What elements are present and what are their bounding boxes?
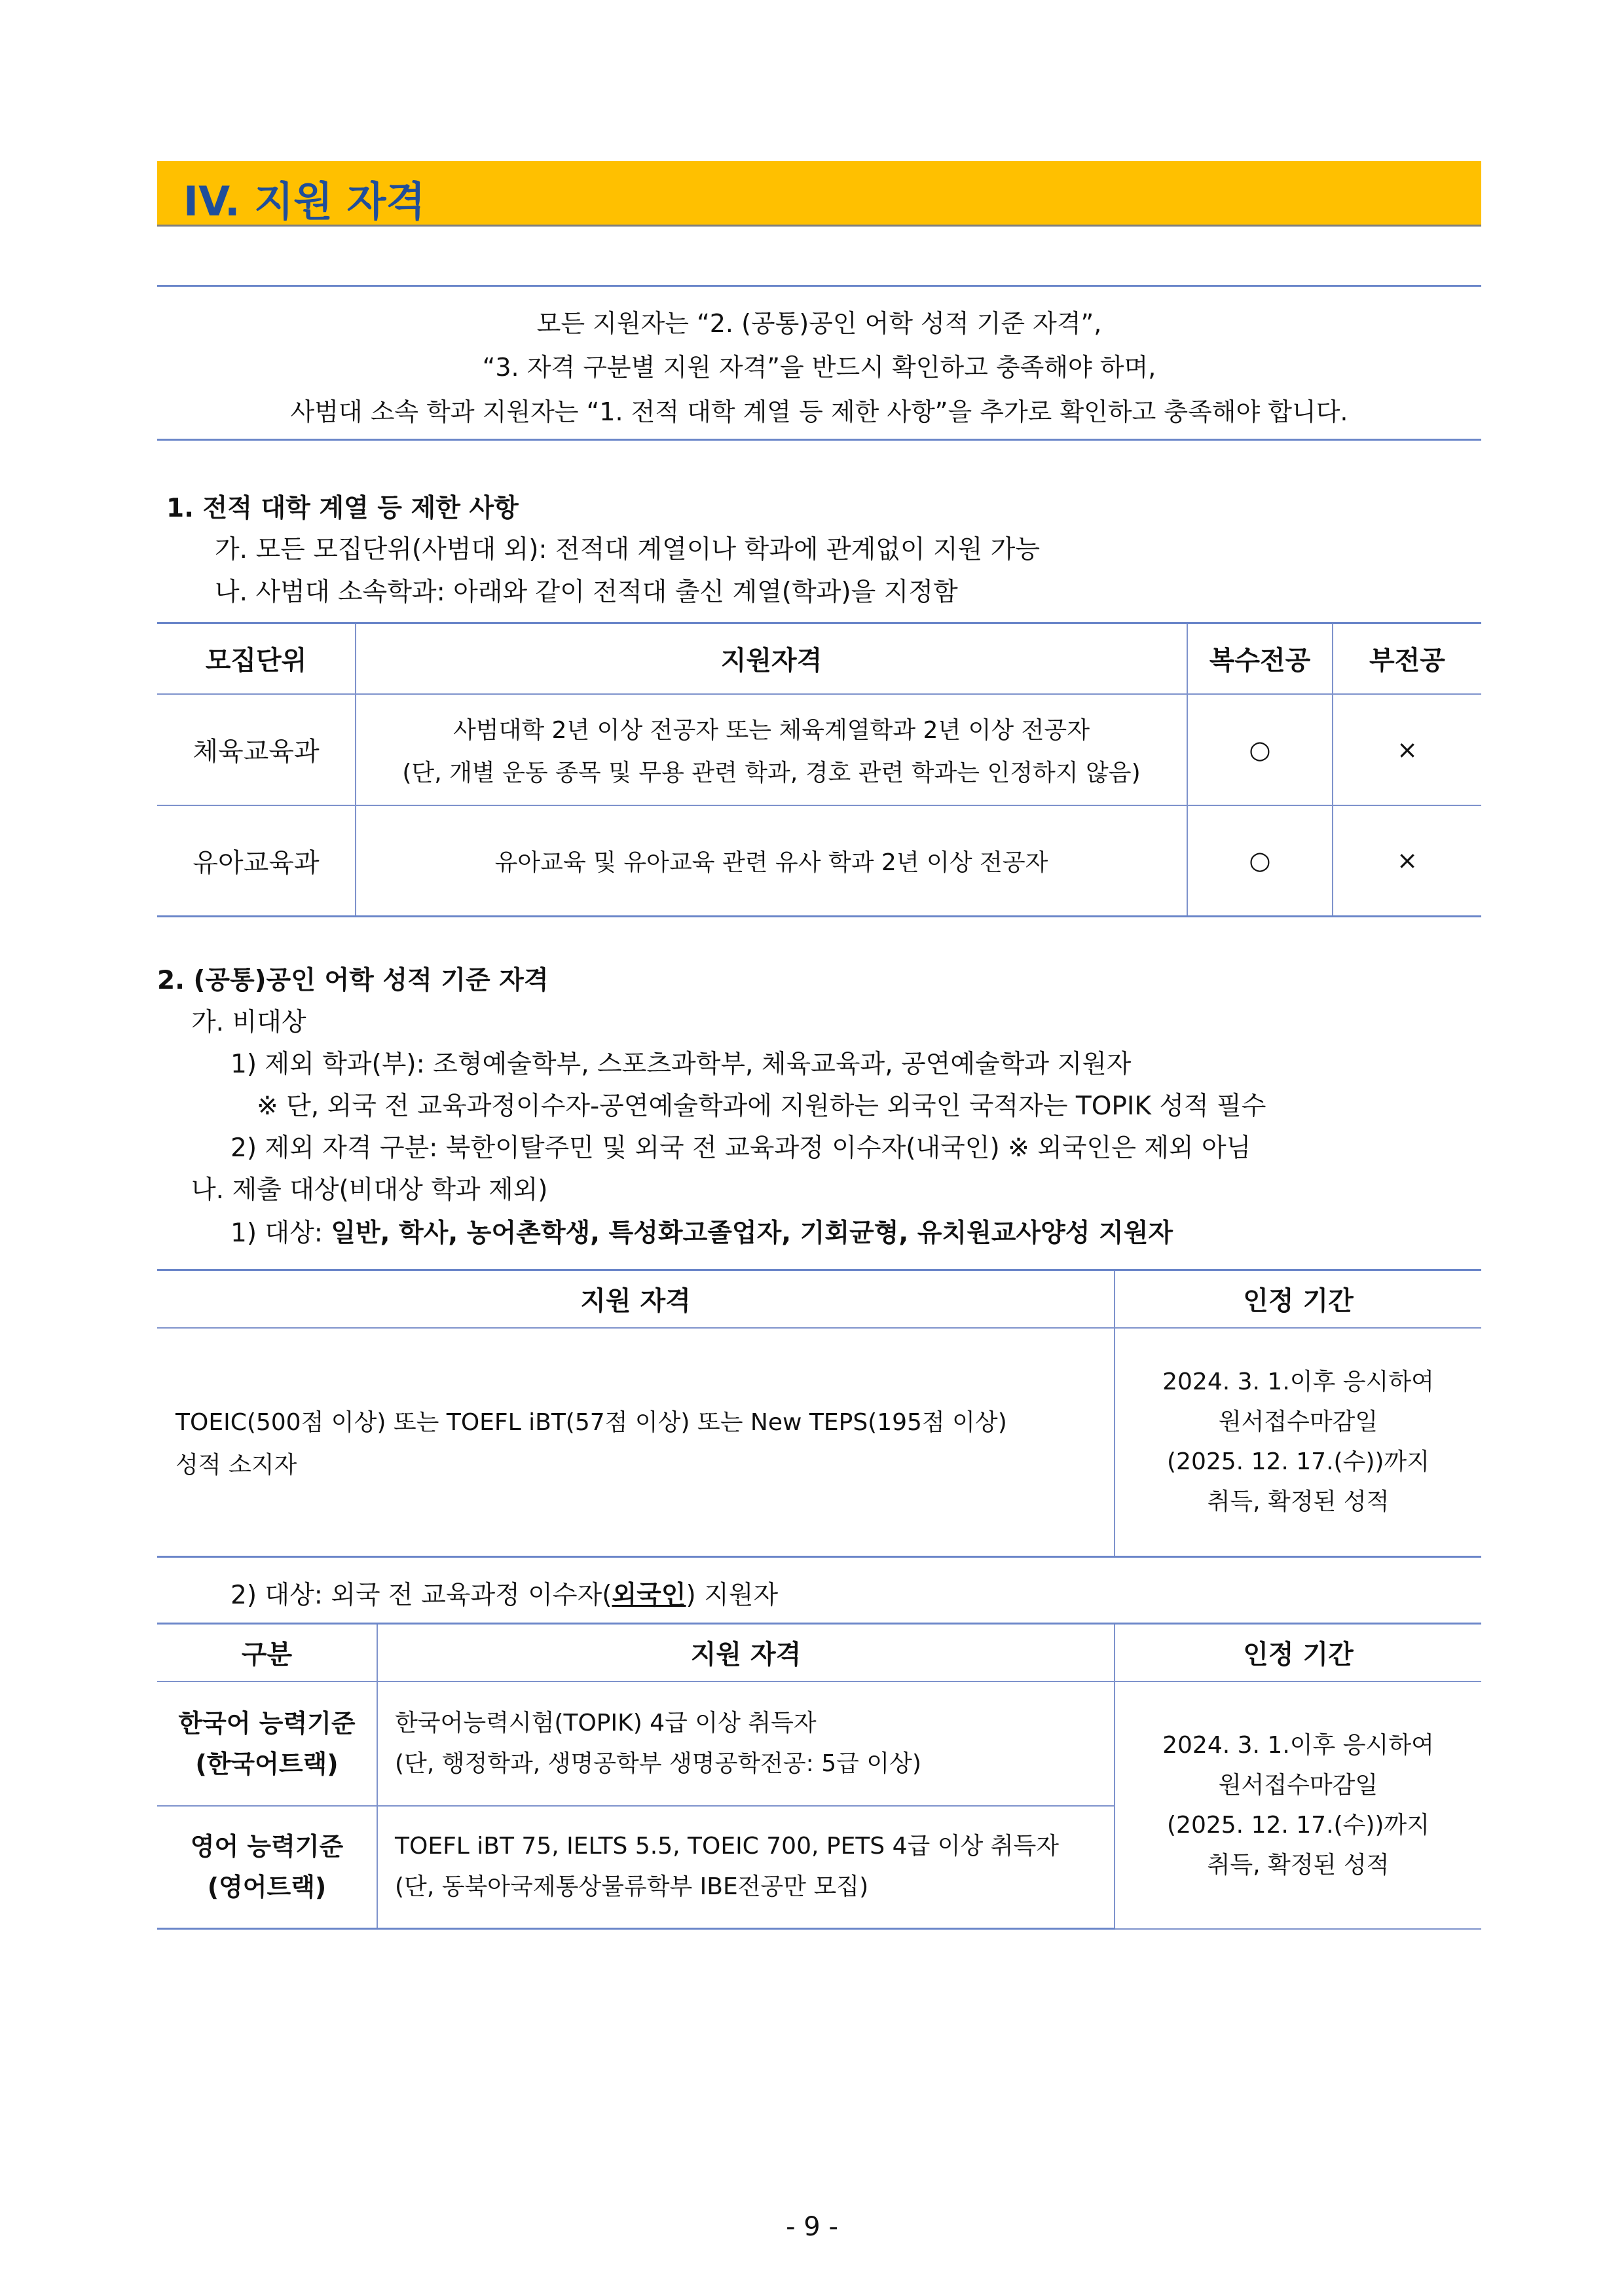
section2-ga: 가. 비대상 (191, 1008, 306, 1037)
qualification-line-1: 사범대학 2년 이상 전공자 또는 체육계열학과 2년 이상 전공자 (453, 716, 1090, 744)
section1-item-b: 나. 사범대 소속학과: 아래와 같이 전적대 출신 계열(학과)을 지정함 (215, 578, 958, 607)
qualification-line-1: 한국어능력시험(TOPIK) 4급 이상 취득자 (395, 1709, 817, 1736)
section2-na: 나. 제출 대상(비대상 학과 제외) (191, 1175, 548, 1205)
period-cell (1115, 1681, 1481, 1929)
na2-prefix: 2) 대상: 외국 전 교육과정 이수자( (231, 1581, 612, 1610)
na1-targets: 일반, 학사, 농어촌학생, 특성화고졸업자, 기회균형, 유치원교사양성 지원자 (331, 1219, 1173, 1248)
section-title: IV. 지원 자격 (183, 177, 426, 225)
foreign-student-table (157, 1623, 1481, 1930)
qualification-cell (377, 1806, 1115, 1929)
unit-cell: 체육교육과 (157, 694, 356, 805)
section-title-bar (157, 161, 1481, 227)
qualification-line-2: (단, 행정학과, 생명공학부 생명공학전공: 5급 이상) (395, 1750, 921, 1777)
category-line-2: (한국어트랙) (195, 1749, 339, 1778)
qualification-cell (356, 694, 1187, 805)
period-line-2: 원서접수마감일 (1218, 1408, 1378, 1436)
header-qualification: 지원자격 (356, 623, 1187, 694)
category-line-2: (영어트랙) (207, 1873, 327, 1902)
section2-heading: 2. (공통)공인 어학 성적 기준 자격 (157, 966, 549, 995)
qualification-line-1: TOEIC(500점 이상) 또는 TOEFL iBT(57점 이상) 또는 New TEPS(195점 이상) (175, 1409, 1007, 1437)
section2-ga-1-note: ※ 단, 외국 전 교육과정이수자-공연예술학과에 지원하는 외국인 국적자는 TOPIK 성적 필수 (257, 1092, 1266, 1121)
minor-mark: × (1333, 805, 1481, 917)
period-cell (1115, 1328, 1481, 1557)
language-score-table (157, 1269, 1481, 1558)
table-row (157, 805, 1481, 917)
table-header-row (157, 623, 1481, 694)
notice-line-1: 모든 지원자는 “2. (공통)공인 어학 성적 기준 자격”, (536, 309, 1102, 338)
qualification-cell: 유아교육 및 유아교육 관련 유사 학과 2년 이상 전공자 (356, 805, 1187, 917)
double-major-mark: ○ (1187, 694, 1333, 805)
period-line-4: 취득, 확정된 성적 (1207, 1851, 1390, 1879)
section1-item-a: 가. 모든 모집단위(사범대 외): 전적대 계열이나 학과에 관계없이 지원 가능 (215, 535, 1041, 564)
section2-na-1 (231, 1213, 1173, 1249)
table-header-row (157, 1270, 1481, 1328)
category-line-1: 영어 능력기준 (190, 1832, 344, 1862)
category-cell (157, 1806, 377, 1929)
na2-target: 외국인 (612, 1581, 686, 1610)
page-number: - 9 - (786, 2212, 838, 2242)
table-row (157, 1681, 1481, 1806)
restriction-table (157, 622, 1481, 917)
period-line-3: (2025. 12. 17.(수))까지 (1167, 1811, 1430, 1839)
category-cell (157, 1681, 377, 1806)
table-row (157, 694, 1481, 805)
period-line-1: 2024. 3. 1.이후 응시하여 (1162, 1368, 1434, 1396)
header-period: 인정 기간 (1115, 1270, 1481, 1328)
header-period: 인정 기간 (1115, 1624, 1481, 1681)
na2-suffix: ) 지원자 (686, 1581, 779, 1610)
header-minor: 부전공 (1333, 623, 1481, 694)
period-line-1: 2024. 3. 1.이후 응시하여 (1162, 1731, 1434, 1759)
unit-cell: 유아교육과 (157, 805, 356, 917)
qualification-line-1: TOEFL iBT 75, IELTS 5.5, TOEIC 700, PETS 4급 이상 취득자 (395, 1833, 1060, 1860)
period-line-4: 취득, 확정된 성적 (1207, 1488, 1390, 1516)
qualification-cell (157, 1328, 1115, 1557)
section2-ga-1: 1) 제외 학과(부): 조형예술학부, 스포츠과학부, 체육교육과, 공연예술학과 지원자 (231, 1050, 1132, 1079)
section2-ga-2: 2) 제외 자격 구분: 북한이탈주민 및 외국 전 교육과정 이수자(내국인) ※ 외국인은 제외 아님 (231, 1133, 1251, 1163)
qualification-line-2: (단, 개별 운동 종목 및 무용 관련 학과, 경호 관련 학과는 인정하지 않음) (402, 759, 1141, 786)
notice-line-2: “3. 자격 구분별 지원 자격”을 반드시 확인하고 충족해야 하며, (482, 353, 1156, 382)
period-line-2: 원서접수마감일 (1218, 1771, 1378, 1799)
minor-mark: × (1333, 694, 1481, 805)
table-row (157, 1328, 1481, 1557)
qualification-line-2: (단, 동북아국제통상물류학부 IBE전공만 모집) (395, 1873, 869, 1901)
header-double-major: 복수전공 (1187, 623, 1333, 694)
section1-heading: 1. 전적 대학 계열 등 제한 사항 (166, 494, 519, 523)
double-major-mark: ○ (1187, 805, 1333, 917)
header-unit: 모집단위 (157, 623, 356, 694)
table-header-row (157, 1624, 1481, 1681)
qualification-cell (377, 1681, 1115, 1806)
period-line-3: (2025. 12. 17.(수))까지 (1167, 1448, 1430, 1476)
header-qualification: 지원 자격 (157, 1270, 1115, 1328)
notice-line-3: 사범대 소속 학과 지원자는 “1. 전적 대학 계열 등 제한 사항”을 추가로 확인하고 충족해야 합니다. (290, 397, 1348, 426)
na1-prefix: 1) 대상: (231, 1219, 331, 1248)
header-category: 구분 (157, 1624, 377, 1681)
header-qualification: 지원 자격 (377, 1624, 1115, 1681)
category-line-1: 한국어 능력기준 (178, 1708, 356, 1738)
qualification-line-2: 성적 소지자 (175, 1452, 297, 1479)
section2-na-2 (231, 1575, 778, 1611)
notice-box (157, 285, 1481, 441)
